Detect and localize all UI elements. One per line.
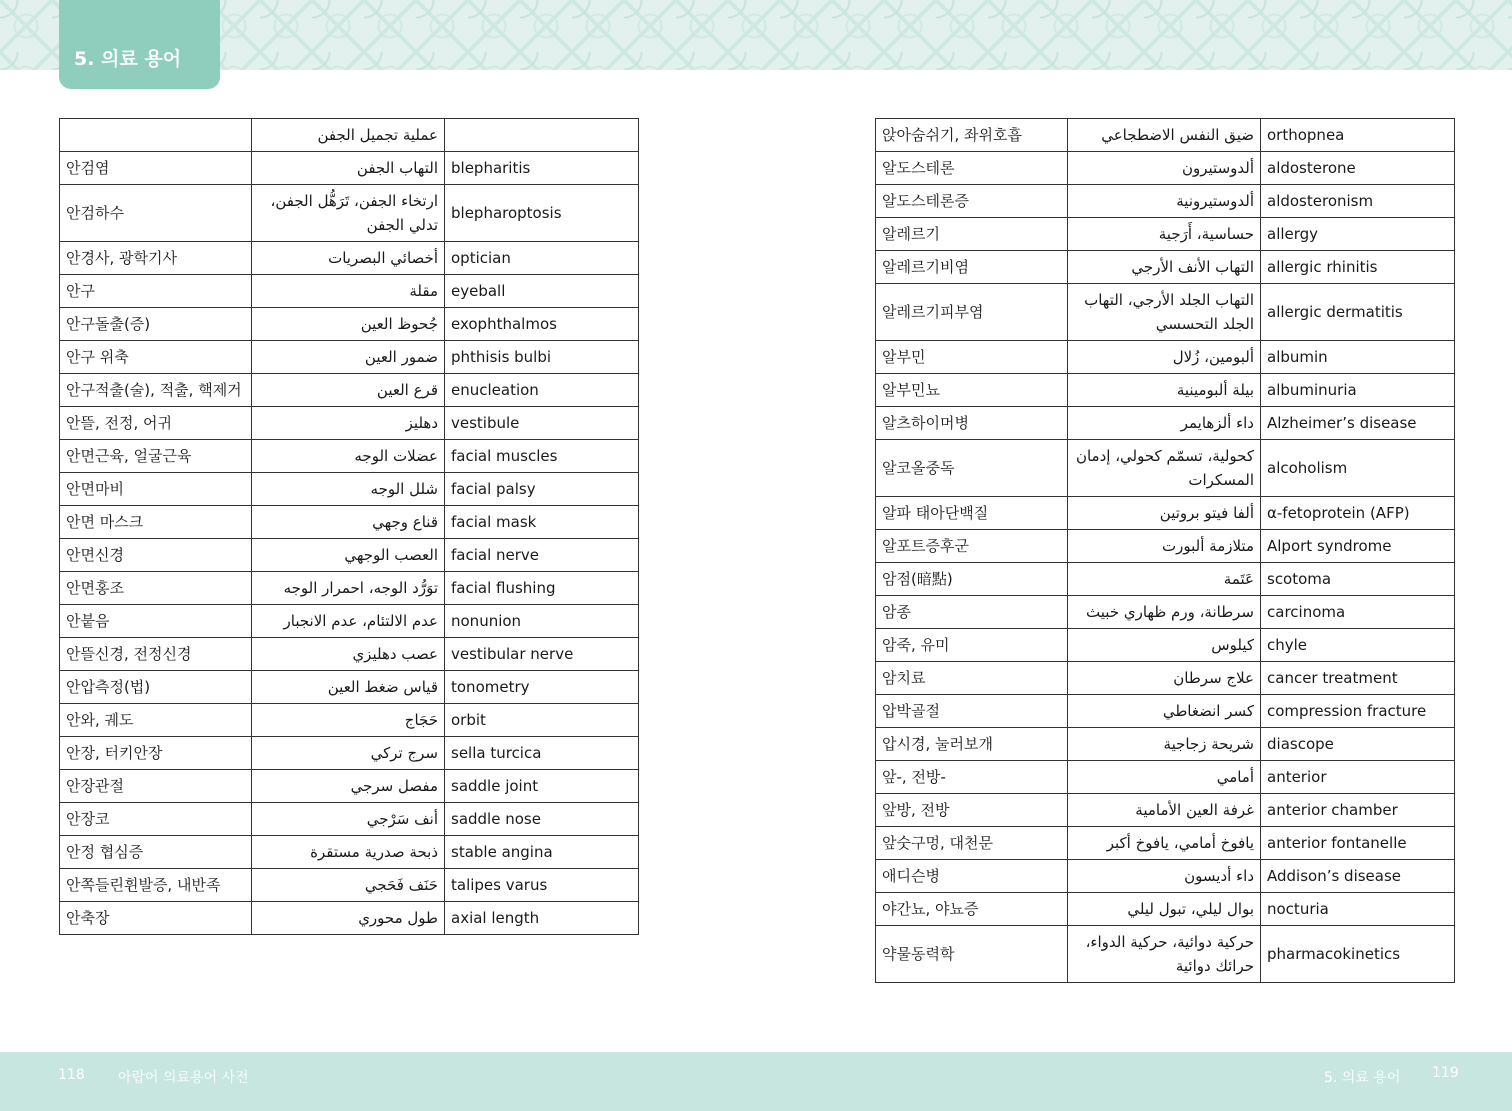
english-term-cell: α-fetoprotein (AFP) xyxy=(1261,497,1455,530)
table-row xyxy=(876,629,1455,662)
arabic-term-cell: مقلة xyxy=(252,275,445,308)
table-row xyxy=(876,761,1455,794)
korean-term-cell: 알레르기피부염 xyxy=(876,284,1068,341)
arabic-term-cell: ألبومين، زُلال xyxy=(1068,341,1261,374)
korean-term-cell: 안장코 xyxy=(60,803,252,836)
arabic-term-cell: دهليز xyxy=(252,407,445,440)
table-row xyxy=(60,539,639,572)
page-footer xyxy=(0,1052,1512,1111)
korean-term-cell: 안검염 xyxy=(60,152,252,185)
korean-term-cell: 안뜰, 전정, 어귀 xyxy=(60,407,252,440)
korean-term-cell: 암종 xyxy=(876,596,1068,629)
arabic-term-cell: ضمور العين xyxy=(252,341,445,374)
english-term-cell: blepharitis xyxy=(445,152,639,185)
english-term-cell: Alport syndrome xyxy=(1261,530,1455,563)
korean-term-cell: 암치료 xyxy=(876,662,1068,695)
table-row xyxy=(60,704,639,737)
arabic-term-cell: قناع وجهي xyxy=(252,506,445,539)
english-term-cell: talipes varus xyxy=(445,869,639,902)
arabic-term-cell: أمامي xyxy=(1068,761,1261,794)
table-row xyxy=(60,185,639,242)
korean-term-cell: 안면홍조 xyxy=(60,572,252,605)
english-term-cell: tonometry xyxy=(445,671,639,704)
english-term-cell: saddle nose xyxy=(445,803,639,836)
korean-term-cell: 안검하수 xyxy=(60,185,252,242)
korean-term-cell: 안붙음 xyxy=(60,605,252,638)
table-row xyxy=(876,185,1455,218)
table-row xyxy=(876,341,1455,374)
english-term-cell: exophthalmos xyxy=(445,308,639,341)
arabic-term-cell: التهاب الجفن xyxy=(252,152,445,185)
arabic-term-cell: متلازمة ألبورت xyxy=(1068,530,1261,563)
english-term-cell: chyle xyxy=(1261,629,1455,662)
korean-term-cell: 안면 마스크 xyxy=(60,506,252,539)
english-term-cell: vestibular nerve xyxy=(445,638,639,671)
korean-term-cell: 알도스테론 xyxy=(876,152,1068,185)
arabic-term-cell: داء أديسون xyxy=(1068,860,1261,893)
korean-term-cell: 안구 위축 xyxy=(60,341,252,374)
korean-term-cell: 안면마비 xyxy=(60,473,252,506)
arabic-term-cell: كسر انضغاطي xyxy=(1068,695,1261,728)
table-row xyxy=(60,605,639,638)
arabic-term-cell: كيلوس xyxy=(1068,629,1261,662)
table-row xyxy=(876,860,1455,893)
table-row xyxy=(876,440,1455,497)
table-row xyxy=(876,284,1455,341)
arabic-term-cell: توَرُّد الوجه، احمرار الوجه xyxy=(252,572,445,605)
english-term-cell: facial muscles xyxy=(445,440,639,473)
korean-term-cell: 암점(暗點) xyxy=(876,563,1068,596)
book-title: 아랍어 의료용어 사전 xyxy=(118,1070,249,1086)
table-row xyxy=(876,407,1455,440)
english-term-cell: facial nerve xyxy=(445,539,639,572)
english-term-cell: allergy xyxy=(1261,218,1455,251)
korean-term-cell: 야간뇨, 야뇨증 xyxy=(876,893,1068,926)
english-term-cell: albuminuria xyxy=(1261,374,1455,407)
arabic-term-cell: شلل الوجه xyxy=(252,473,445,506)
table-row xyxy=(60,869,639,902)
arabic-term-cell: العصب الوجهي xyxy=(252,539,445,572)
english-term-cell: anterior chamber xyxy=(1261,794,1455,827)
arabic-term-cell: عدم الالتئام، عدم الانجبار xyxy=(252,605,445,638)
korean-term-cell: 앉아숨쉬기, 좌위호흡 xyxy=(876,119,1068,152)
english-term-cell: sella turcica xyxy=(445,737,639,770)
table-row xyxy=(876,119,1455,152)
chapter-title: 5. 의료 용어 xyxy=(74,48,182,70)
decorative-header-band xyxy=(0,0,1512,70)
english-term-cell: axial length xyxy=(445,902,639,935)
korean-term-cell: 알부민뇨 xyxy=(876,374,1068,407)
english-term-cell: facial flushing xyxy=(445,572,639,605)
english-term-cell: orbit xyxy=(445,704,639,737)
korean-term-cell: 앞숫구멍, 대천문 xyxy=(876,827,1068,860)
arabic-term-cell: أنف سَرْجي xyxy=(252,803,445,836)
table-row xyxy=(876,596,1455,629)
korean-term-cell: 약물동력학 xyxy=(876,926,1068,983)
arabic-term-cell: داء ألزهايمر xyxy=(1068,407,1261,440)
left-page-number: 118 xyxy=(58,1067,85,1083)
english-term-cell: alcoholism xyxy=(1261,440,1455,497)
table-row xyxy=(60,374,639,407)
english-term-cell: facial mask xyxy=(445,506,639,539)
korean-term-cell: 알파 태아단백질 xyxy=(876,497,1068,530)
table-row xyxy=(876,893,1455,926)
korean-term-cell: 암죽, 유미 xyxy=(876,629,1068,662)
korean-term-cell: 애디슨병 xyxy=(876,860,1068,893)
right-page-number: 119 xyxy=(1432,1065,1459,1081)
english-term-cell: Alzheimer’s disease xyxy=(1261,407,1455,440)
english-term-cell: orthopnea xyxy=(1261,119,1455,152)
arabic-term-cell: غرفة العين الأمامية xyxy=(1068,794,1261,827)
arabic-term-cell: ألدوستيرونية xyxy=(1068,185,1261,218)
korean-term-cell: 안뜰신경, 전정신경 xyxy=(60,638,252,671)
table-row xyxy=(876,827,1455,860)
arabic-term-cell: عَتَمة xyxy=(1068,563,1261,596)
table-row xyxy=(60,473,639,506)
english-term-cell: nonunion xyxy=(445,605,639,638)
english-term-cell: aldosterone xyxy=(1261,152,1455,185)
right-section-title: 5. 의료 용어 xyxy=(1324,1070,1401,1086)
table-row xyxy=(876,374,1455,407)
english-term-cell: allergic rhinitis xyxy=(1261,251,1455,284)
english-term-cell: compression fracture xyxy=(1261,695,1455,728)
english-term-cell: aldosteronism xyxy=(1261,185,1455,218)
arabic-term-cell: التهاب الأنف الأرجي xyxy=(1068,251,1261,284)
korean-term-cell: 알레르기 xyxy=(876,218,1068,251)
korean-term-cell: 앞-, 전방- xyxy=(876,761,1068,794)
arabic-term-cell: سرج تركي xyxy=(252,737,445,770)
english-term-cell: carcinoma xyxy=(1261,596,1455,629)
table-row xyxy=(60,407,639,440)
english-term-cell: blepharoptosis xyxy=(445,185,639,242)
korean-term-cell: 안장관절 xyxy=(60,770,252,803)
arabic-term-cell: مفصل سرجي xyxy=(252,770,445,803)
english-term-cell: allergic dermatitis xyxy=(1261,284,1455,341)
english-term-cell: anterior fontanelle xyxy=(1261,827,1455,860)
table-row xyxy=(60,341,639,374)
english-term-cell: saddle joint xyxy=(445,770,639,803)
table-row xyxy=(60,440,639,473)
korean-term-cell: 압박골절 xyxy=(876,695,1068,728)
table-row xyxy=(60,803,639,836)
arabic-term-cell: علاج سرطان xyxy=(1068,662,1261,695)
arabic-term-cell: ارتخاء الجفن، تَرَهُّل الجفن، تدلي الجفن xyxy=(252,185,445,242)
table-row xyxy=(60,737,639,770)
arabic-term-cell: طول محوري xyxy=(252,902,445,935)
english-term-cell: stable angina xyxy=(445,836,639,869)
korean-term-cell: 안면근육, 얼굴근육 xyxy=(60,440,252,473)
table-row xyxy=(876,218,1455,251)
english-term-cell: albumin xyxy=(1261,341,1455,374)
arabic-term-cell: قياس ضغط العين xyxy=(252,671,445,704)
arabic-term-cell: كحولية، تسمّم كحولي، إدمان المسكرات xyxy=(1068,440,1261,497)
table-row xyxy=(876,794,1455,827)
table-row xyxy=(60,836,639,869)
table-row xyxy=(60,275,639,308)
english-term-cell: vestibule xyxy=(445,407,639,440)
arabic-term-cell: ذبحة صدرية مستقرة xyxy=(252,836,445,869)
korean-term-cell: 안구 xyxy=(60,275,252,308)
table-row xyxy=(876,563,1455,596)
table-row xyxy=(60,242,639,275)
arabic-term-cell: بيلة ألبومينية xyxy=(1068,374,1261,407)
english-term-cell: phthisis bulbi xyxy=(445,341,639,374)
english-term-cell: anterior xyxy=(1261,761,1455,794)
korean-term-cell: 안쪽들린휜발증, 내반족 xyxy=(60,869,252,902)
korean-term-cell: 알레르기비염 xyxy=(876,251,1068,284)
arabic-term-cell: يافوخ أمامي، يافوخ أكبر xyxy=(1068,827,1261,860)
english-term-cell: enucleation xyxy=(445,374,639,407)
arabic-term-cell: حركية دوائية، حركية الدواء، حرائك دوائية xyxy=(1068,926,1261,983)
table-row xyxy=(876,662,1455,695)
korean-term-cell: 안구적출(술), 적출, 핵제거 xyxy=(60,374,252,407)
arabic-term-cell: عصب دهليزي xyxy=(252,638,445,671)
arabic-term-cell: التهاب الجلد الأرجي، التهاب الجلد التحسسي xyxy=(1068,284,1261,341)
table-row xyxy=(60,119,639,152)
table-row xyxy=(876,926,1455,983)
korean-term-cell: 안장, 터키안장 xyxy=(60,737,252,770)
english-term-cell: pharmacokinetics xyxy=(1261,926,1455,983)
arabic-term-cell: قرع العين xyxy=(252,374,445,407)
arabic-term-cell: جُحوظ العين xyxy=(252,308,445,341)
english-term-cell: optician xyxy=(445,242,639,275)
table-row xyxy=(60,638,639,671)
table-row xyxy=(876,728,1455,761)
table-row xyxy=(876,497,1455,530)
arabic-term-cell: ضيق النفس الاضطجاعي xyxy=(1068,119,1261,152)
arabic-term-cell: حَنَف فَحَجي xyxy=(252,869,445,902)
table-row xyxy=(60,671,639,704)
table-row xyxy=(60,506,639,539)
table-row xyxy=(876,152,1455,185)
arabic-term-cell: حساسية، أَرَجية xyxy=(1068,218,1261,251)
korean-term-cell: 압시경, 눌러보개 xyxy=(876,728,1068,761)
table-row xyxy=(876,251,1455,284)
korean-term-cell: 앞방, 전방 xyxy=(876,794,1068,827)
english-term-cell: Addison’s disease xyxy=(1261,860,1455,893)
korean-term-cell: 안축장 xyxy=(60,902,252,935)
left-glossary-table xyxy=(59,118,639,935)
korean-term-cell: 안와, 궤도 xyxy=(60,704,252,737)
korean-term-cell: 안면신경 xyxy=(60,539,252,572)
korean-term-cell: 안경사, 광학기사 xyxy=(60,242,252,275)
arabic-term-cell: عملية تجميل الجفن xyxy=(252,119,445,152)
english-term-cell: diascope xyxy=(1261,728,1455,761)
arabic-term-cell: أخصائي البصريات xyxy=(252,242,445,275)
korean-term-cell: 알부민 xyxy=(876,341,1068,374)
korean-term-cell: 안압측정(법) xyxy=(60,671,252,704)
table-row xyxy=(60,902,639,935)
arabic-term-cell: عضلات الوجه xyxy=(252,440,445,473)
table-row xyxy=(876,695,1455,728)
arabic-term-cell: ألدوستيرون xyxy=(1068,152,1261,185)
korean-term-cell: 안정 협심증 xyxy=(60,836,252,869)
table-row xyxy=(60,770,639,803)
table-row xyxy=(60,152,639,185)
english-term-cell: eyeball xyxy=(445,275,639,308)
table-row xyxy=(876,530,1455,563)
english-term-cell: scotoma xyxy=(1261,563,1455,596)
table-row xyxy=(60,572,639,605)
korean-term-cell xyxy=(60,119,252,152)
korean-term-cell: 알코올중독 xyxy=(876,440,1068,497)
arabic-term-cell: سرطانة، ورم ظهاري خبيث xyxy=(1068,596,1261,629)
korean-term-cell: 안구돌출(증) xyxy=(60,308,252,341)
english-term-cell: nocturia xyxy=(1261,893,1455,926)
arabic-term-cell: حَجَاج xyxy=(252,704,445,737)
english-term-cell xyxy=(445,119,639,152)
arabic-term-cell: ألفا فيتو بروتين xyxy=(1068,497,1261,530)
english-term-cell: facial palsy xyxy=(445,473,639,506)
right-glossary-table xyxy=(875,118,1455,983)
korean-term-cell: 알포트증후군 xyxy=(876,530,1068,563)
english-term-cell: cancer treatment xyxy=(1261,662,1455,695)
table-row xyxy=(60,308,639,341)
korean-term-cell: 알도스테론증 xyxy=(876,185,1068,218)
arabic-term-cell: بوال ليلي، تبول ليلي xyxy=(1068,893,1261,926)
arabic-term-cell: شريحة زجاجية xyxy=(1068,728,1261,761)
korean-term-cell: 알츠하이머병 xyxy=(876,407,1068,440)
